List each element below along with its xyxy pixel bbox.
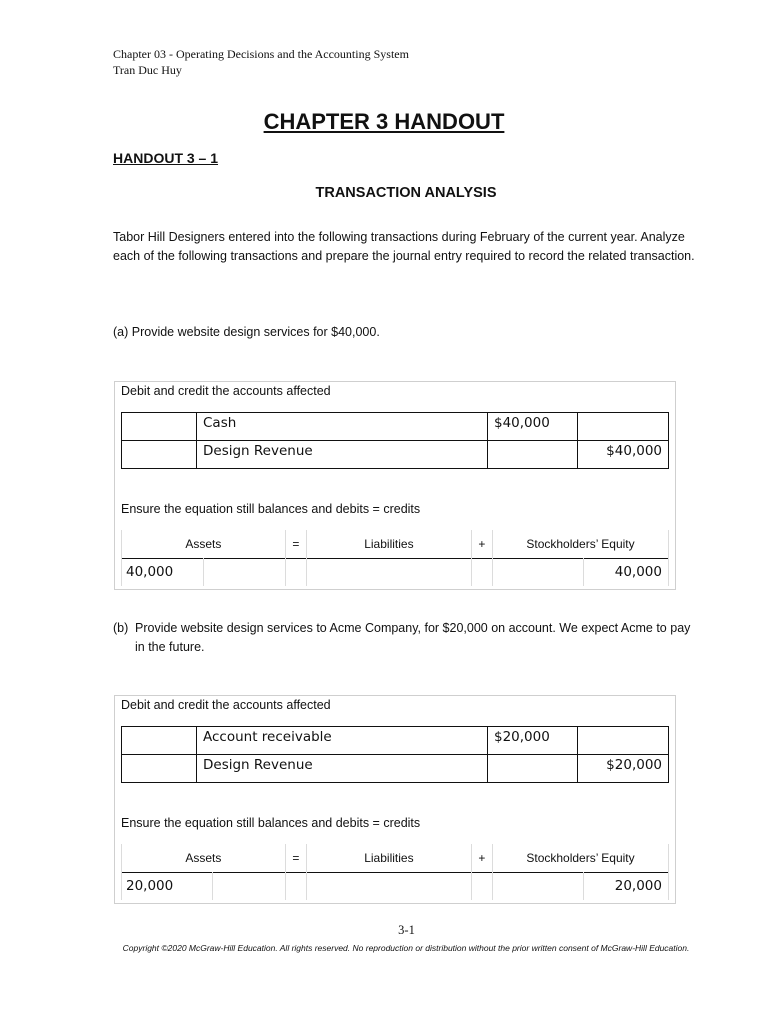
equation-caption: Ensure the equation still balances and debits = credits — [121, 502, 421, 516]
journal-credit — [578, 413, 669, 441]
journal-cell-blank — [122, 413, 197, 441]
journal-row — [122, 755, 669, 783]
journal-row — [122, 727, 669, 755]
equation-values-row — [122, 872, 669, 900]
journal-cell-blank — [122, 441, 197, 469]
journal-cell-blank — [122, 755, 197, 783]
plus-sign: + — [471, 844, 492, 872]
plus-blank — [471, 872, 492, 900]
equity-header: Stockholders’ Equity — [493, 530, 669, 558]
page-title: CHAPTER 3 HANDOUT — [263, 109, 505, 134]
journal-account: Design Revenue — [197, 755, 488, 783]
debit-credit-caption: Debit and credit the accounts affected — [121, 384, 331, 398]
liabilities-header: Liabilities — [307, 844, 472, 872]
page-number: 3-1 — [398, 923, 415, 937]
section-subtitle: TRANSACTION ANALYSIS — [315, 185, 497, 201]
copyright-notice: Copyright ©2020 McGraw-Hill Education. All rights reserved. No reproduction or distribution without the prior written consent of McGraw-Hill Education. — [122, 943, 690, 953]
equals-sign: = — [285, 530, 306, 558]
journal-account: Design Revenue — [197, 441, 488, 469]
transaction-a-question: (a) Provide website design services for $40,000. — [113, 325, 380, 339]
journal-credit — [578, 727, 669, 755]
transaction-b-panel — [114, 695, 676, 904]
journal-account: Cash — [197, 413, 488, 441]
journal-debit: $40,000 — [488, 413, 578, 441]
liabilities-value — [307, 872, 472, 900]
equals-blank — [285, 872, 306, 900]
journal-credit: $20,000 — [578, 755, 669, 783]
journal-cell-blank — [122, 727, 197, 755]
journal-account: Account receivable — [197, 727, 488, 755]
accounting-equation-table — [121, 530, 669, 586]
journal-row — [122, 441, 669, 469]
running-header-chapter: Chapter 03 - Operating Decisions and the Accounting System — [113, 47, 409, 61]
assets-value: 40,000 — [122, 558, 204, 586]
journal-row — [122, 413, 669, 441]
equation-header-row — [122, 530, 669, 558]
plus-sign: + — [471, 530, 492, 558]
transaction-b-question — [113, 619, 703, 657]
journal-debit: $20,000 — [488, 727, 578, 755]
assets-header: Assets — [122, 530, 286, 558]
equals-blank — [285, 558, 306, 586]
intro-paragraph: Tabor Hill Designers entered into the following transactions during February of the current year. Analyze each of the following transactions and prepare the journal entry required to record the related transaction. — [113, 230, 695, 263]
assets-value-blank — [212, 872, 285, 900]
assets-header: Assets — [122, 844, 286, 872]
equation-caption: Ensure the equation still balances and debits = credits — [121, 816, 421, 830]
journal-credit: $40,000 — [578, 441, 669, 469]
question-label: (b) — [113, 621, 129, 635]
equals-sign: = — [285, 844, 306, 872]
assets-value: 20,000 — [122, 872, 213, 900]
running-header-author: Tran Duc Huy — [113, 63, 182, 77]
transaction-a-panel — [114, 381, 676, 590]
question-text: Provide website design services to Acme Company, for $20,000 on account. We expect Acme to pay in the future. — [135, 621, 691, 654]
equity-header: Stockholders’ Equity — [493, 844, 669, 872]
liabilities-header: Liabilities — [307, 530, 472, 558]
liabilities-value — [307, 558, 472, 586]
plus-blank — [471, 558, 492, 586]
journal-entry-table — [121, 726, 669, 783]
journal-debit — [488, 755, 578, 783]
journal-debit — [488, 441, 578, 469]
equation-header-row — [122, 844, 669, 872]
handout-label: HANDOUT 3 – 1 — [113, 150, 219, 166]
equation-values-row — [122, 558, 669, 586]
assets-value-blank — [203, 558, 285, 586]
accounting-equation-table — [121, 844, 669, 900]
equity-value-blank — [493, 558, 584, 586]
journal-entry-table — [121, 412, 669, 469]
equity-value: 20,000 — [584, 872, 669, 900]
debit-credit-caption: Debit and credit the accounts affected — [121, 698, 331, 712]
equity-value-blank — [493, 872, 584, 900]
equity-value: 40,000 — [584, 558, 669, 586]
